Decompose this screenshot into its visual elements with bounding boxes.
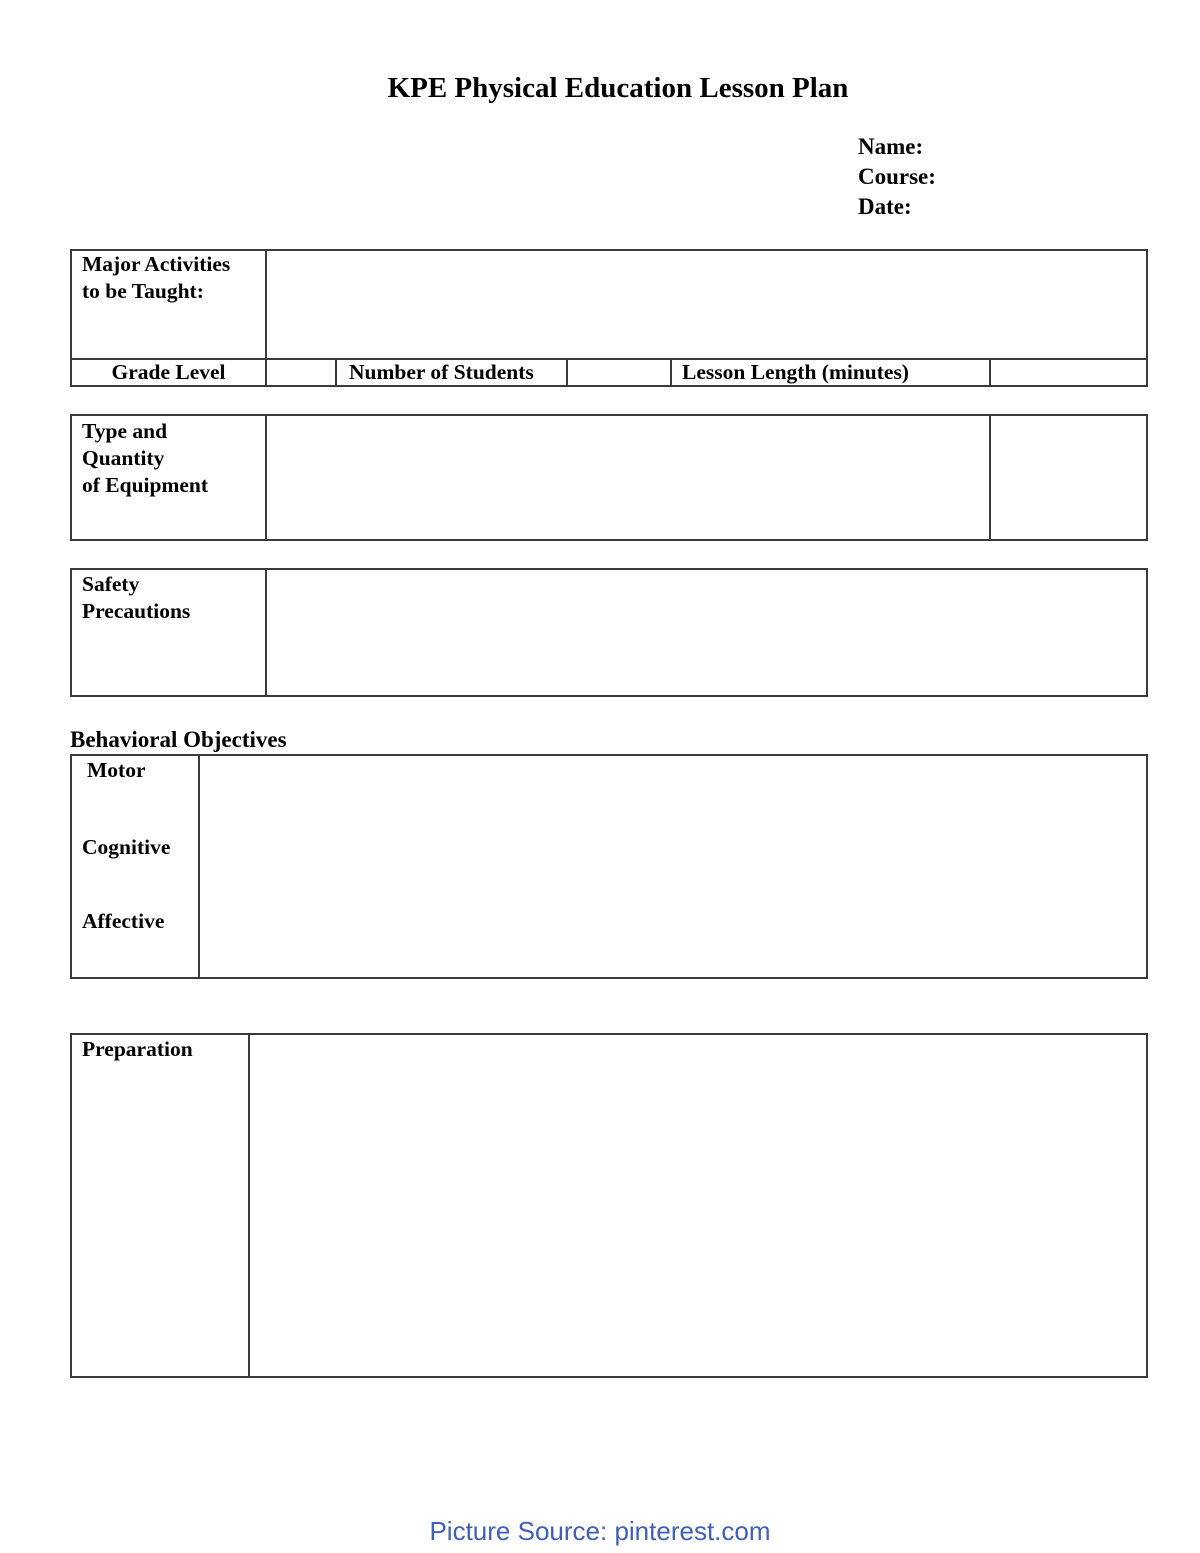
number-of-students-label: Number of Students — [349, 360, 534, 384]
behavioral-objectives-heading: Behavioral Objectives — [70, 727, 287, 752]
picture-source-caption: Picture Source: pinterest.com — [429, 1516, 771, 1546]
equipment-table — [70, 414, 1148, 541]
lesson-length-label: Lesson Length (minutes) — [682, 360, 909, 384]
equipment-quantity-field[interactable] — [991, 416, 1144, 539]
equipment-label-line3: of Equipment — [82, 473, 209, 497]
equipment-type-field[interactable] — [267, 416, 987, 539]
cognitive-label: Cognitive — [82, 835, 171, 859]
preparation-table — [70, 1033, 1148, 1378]
grade-level-label: Grade Level — [111, 360, 226, 384]
safety-table — [70, 568, 1148, 697]
safety-label-line2: Precautions — [82, 599, 191, 623]
equipment-label-line1: Type and — [82, 419, 168, 443]
safety-precautions-field[interactable] — [267, 570, 1144, 695]
name-label: Name: — [858, 134, 924, 159]
major-activities-label-line1: Major Activities — [82, 252, 231, 276]
major-activities-label-line2: to be Taught: — [82, 279, 204, 303]
major-activities-field[interactable] — [267, 251, 1144, 356]
affective-label: Affective — [82, 909, 165, 933]
grade-level-field[interactable] — [267, 360, 334, 385]
objectives-field[interactable] — [200, 756, 1144, 977]
preparation-label: Preparation — [82, 1037, 193, 1061]
activities-table — [70, 249, 1148, 387]
motor-label: Motor — [87, 758, 146, 782]
number-of-students-field[interactable] — [568, 360, 669, 385]
page-title: KPE Physical Education Lesson Plan — [387, 72, 849, 104]
lesson-length-field[interactable] — [991, 360, 1144, 385]
course-label: Course: — [858, 164, 936, 189]
equipment-label-line2: Quantity — [82, 446, 165, 470]
objectives-table — [70, 754, 1148, 979]
preparation-field[interactable] — [250, 1035, 1144, 1376]
date-label: Date: — [858, 194, 912, 219]
safety-label-line1: Safety — [82, 572, 140, 596]
